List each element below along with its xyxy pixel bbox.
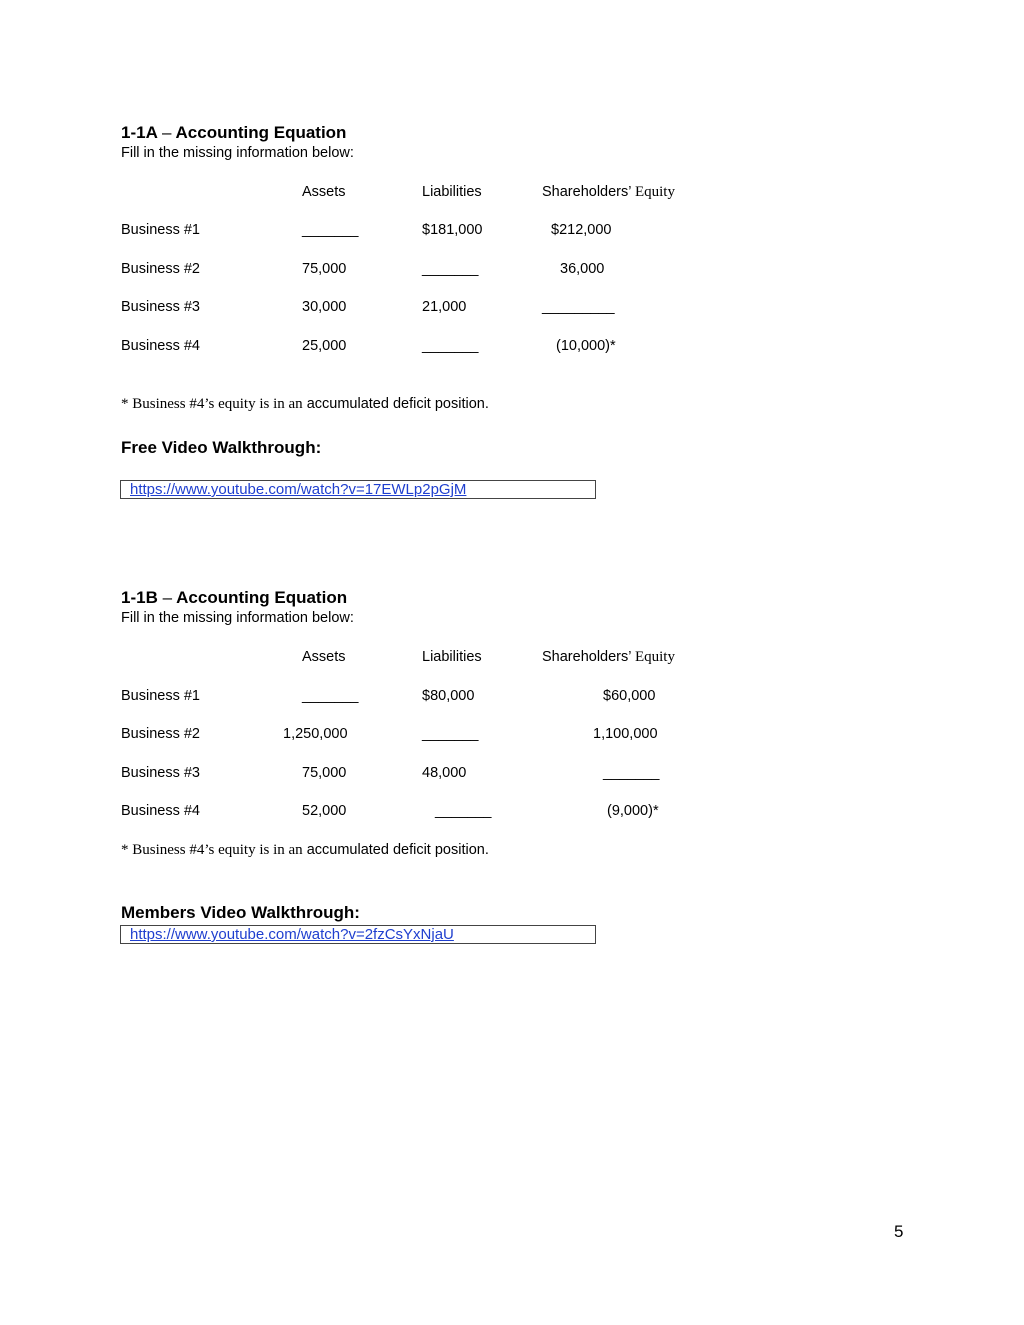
footnote-serif: * Business #4’s equity is in an — [121, 842, 303, 858]
assets-value: 52,000 — [302, 803, 347, 819]
title-dash: – — [162, 588, 173, 607]
equity-value: (9,000)* — [607, 803, 659, 819]
header-equity-word: Equity — [634, 649, 675, 665]
assets-value: 30,000 — [302, 299, 347, 315]
section-a-instruction: Fill in the missing information below: — [121, 145, 354, 161]
free-video-link[interactable]: https://www.youtube.com/watch?v=17EWLp2pGjM — [130, 481, 467, 498]
footnote — [121, 396, 489, 413]
row-label: Business #3 — [121, 299, 200, 315]
equity-blank: _________ — [542, 299, 615, 315]
header-equity — [542, 184, 675, 201]
equity-value: (10,000)* — [556, 338, 616, 354]
header-assets: Assets — [302, 184, 346, 200]
header-assets: Assets — [302, 649, 346, 665]
section-b-title-text: Accounting Equation — [176, 588, 348, 607]
assets-blank: _______ — [302, 222, 359, 238]
row-label: Business #2 — [121, 261, 200, 277]
liabilities-value: $181,000 — [422, 222, 483, 238]
header-equity-part: Shareholders’ — [542, 184, 631, 200]
free-video-heading: Free Video Walkthrough: — [121, 438, 322, 457]
row-label: Business #1 — [121, 222, 200, 238]
section-a-title — [121, 123, 346, 143]
liabilities-value: 21,000 — [422, 299, 467, 315]
liabilities-value: $80,000 — [422, 688, 475, 704]
footnote — [121, 842, 489, 859]
title-dash: – — [161, 123, 172, 142]
equity-value: 36,000 — [560, 261, 605, 277]
liabilities-blank: _______ — [422, 338, 479, 354]
assets-value: 1,250,000 — [283, 726, 348, 742]
assets-value: 25,000 — [302, 338, 347, 354]
section-b-title — [121, 588, 347, 608]
members-video-link[interactable]: https://www.youtube.com/watch?v=2fzCsYxNjaU — [130, 926, 454, 943]
equity-value: $60,000 — [603, 688, 656, 704]
liabilities-blank: _______ — [422, 261, 479, 277]
assets-value: 75,000 — [302, 765, 347, 781]
footnote-serif: * Business #4’s equity is in an — [121, 396, 303, 412]
video-link-box — [120, 925, 596, 944]
video-link-box — [120, 480, 596, 499]
row-label: Business #3 — [121, 765, 200, 781]
page-number: 5 — [894, 1222, 904, 1241]
section-b-instruction: Fill in the missing information below: — [121, 610, 354, 626]
section-a-title-number: 1-1A — [121, 123, 158, 142]
footnote-sans: accumulated deficit position. — [306, 842, 489, 858]
equity-blank: _______ — [603, 765, 660, 781]
liabilities-value: 48,000 — [422, 765, 467, 781]
header-equity-part: Shareholders’ — [542, 649, 631, 665]
assets-blank: _______ — [302, 688, 359, 704]
footnote-sans: accumulated deficit position. — [306, 396, 489, 412]
header-liabilities: Liabilities — [422, 184, 482, 200]
header-equity-word: Equity — [634, 184, 675, 200]
equity-value: 1,100,000 — [593, 726, 658, 742]
header-liabilities: Liabilities — [422, 649, 482, 665]
header-equity — [542, 649, 675, 666]
row-label: Business #4 — [121, 803, 200, 819]
row-label: Business #1 — [121, 688, 200, 704]
assets-value: 75,000 — [302, 261, 347, 277]
row-label: Business #2 — [121, 726, 200, 742]
section-b-title-number: 1-1B — [121, 588, 158, 607]
liabilities-blank: _______ — [435, 803, 492, 819]
equity-value: $212,000 — [551, 222, 612, 238]
liabilities-blank: _______ — [422, 726, 479, 742]
members-video-heading: Members Video Walkthrough: — [121, 903, 360, 922]
row-label: Business #4 — [121, 338, 200, 354]
section-a-title-text: Accounting Equation — [175, 123, 347, 142]
